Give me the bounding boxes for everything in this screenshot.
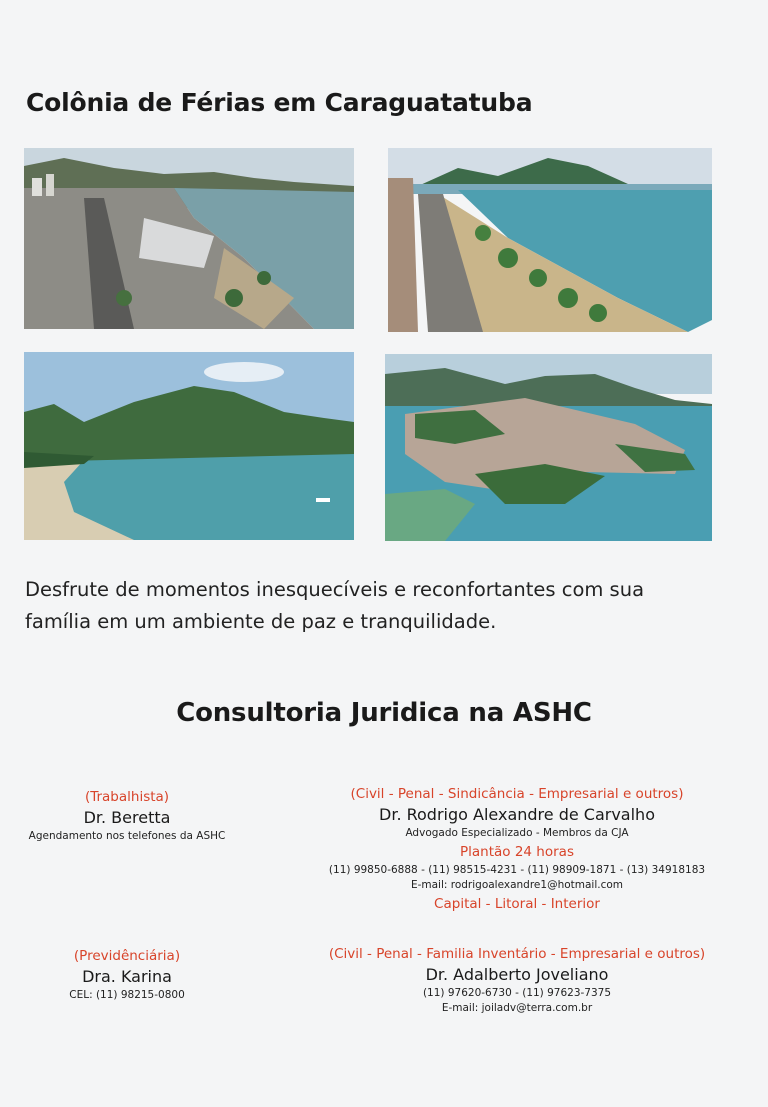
contact-name: Dr. Rodrigo Alexandre de Carvalho: [379, 805, 655, 824]
contact-coverage: Capital - Litoral - Interior: [434, 896, 600, 912]
contact-info: Agendamento nos telefones da ASHC: [28, 830, 226, 842]
beach-promenade-photo: [388, 148, 712, 332]
contact-civil-adalberto: [300, 944, 734, 1016]
contact-previdenciaria: [0, 946, 254, 1003]
contact-duty: Plantão 24 horas: [460, 844, 574, 860]
contact-role: Advogado Especializado - Membros da CJA: [405, 827, 629, 839]
bay-mountain-photo: [24, 352, 354, 540]
intro-line-1: Desfrute de momentos inesquecíveis e reconfortantes com sua: [25, 578, 645, 601]
contact-phones: (11) 99850-6888 - (11) 98515-4231 - (11) 98909-1871 - (13) 34918183: [328, 864, 706, 876]
intro-paragraph: [25, 574, 725, 638]
contact-name: Dr. Adalberto Joveliano: [425, 965, 609, 984]
city-beach-aerial-photo: [24, 148, 354, 329]
contact-phone: CEL: (11) 98215-0800: [69, 989, 185, 1001]
contact-civil-rodrigo: [300, 784, 734, 915]
page-title: Colônia de Férias em Caraguatatuba: [26, 88, 533, 117]
contact-area: (Civil - Penal - Sindicância - Empresarial e outros): [350, 786, 684, 802]
contact-area: (Trabalhista): [84, 789, 170, 805]
contact-name: Dra. Karina: [82, 967, 172, 986]
intro-line-2: família em um ambiente de paz e tranquilidade.: [25, 610, 497, 633]
contact-trabalhista: [0, 787, 254, 844]
contact-phones: (11) 97620-6730 - (11) 97623-7375: [422, 987, 612, 999]
contact-email[interactable]: E-mail: rodrigoalexandre1@hotmail.com: [410, 879, 624, 891]
contact-email[interactable]: E-mail: joiladv@terra.com.br: [441, 1002, 593, 1014]
legal-section-title: Consultoria Juridica na ASHC: [176, 698, 592, 728]
contact-area: (Civil - Penal - Familia Inventário - Empresarial e outros): [328, 946, 706, 962]
contact-name: Dr. Beretta: [83, 808, 171, 827]
peninsula-aerial-photo: [385, 354, 712, 541]
contact-area: (Previdênciária): [73, 948, 181, 964]
